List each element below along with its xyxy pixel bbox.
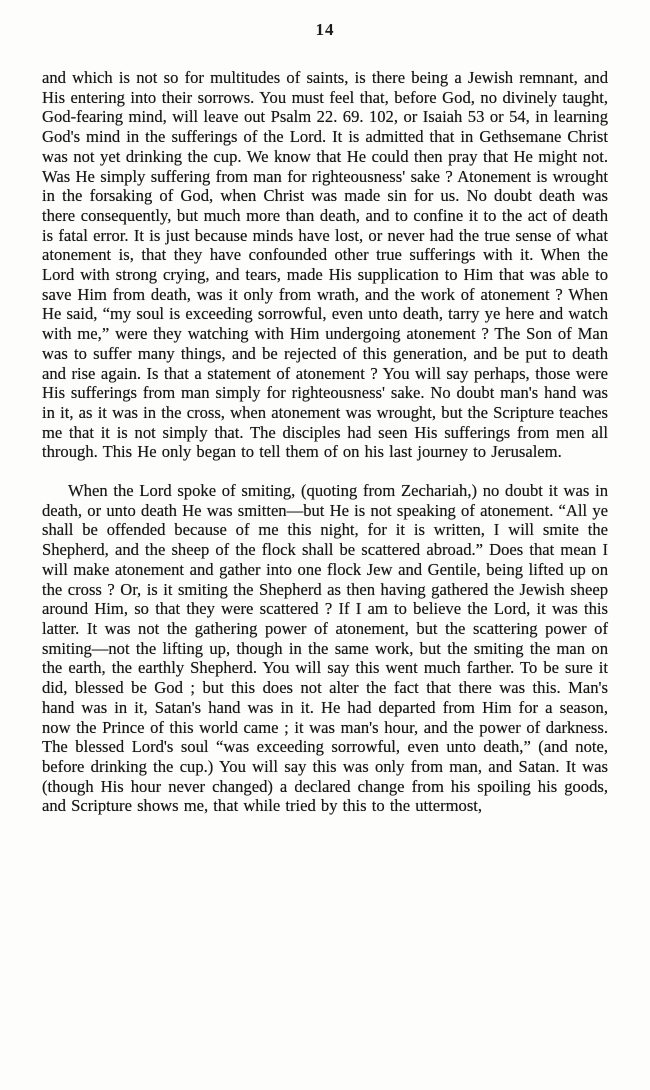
paragraph: When the Lord spoke of smiting, (quoting from Zechariah,) no doubt it was in death, or unto death He was smitten—but He is not speaking of atonement. “All ye shall be offended because of me this night, for it is written, I will smite the Shepherd, and the sheep of the flock shall be scattered abroad.” Does that mean I will make atonement and gather into one flock Jew and Gentile, being lifted up on the cross ? Or, is it smiting the Shepherd as then having gathered the Jewish sheep around Him, so that they were scattered ? If I am to believe the Lord, it was this latter. It was not the gathering power of atonement, but the scattering power of smiting—not the lifting up, though in the same work, but the smiting the man on the earth, the earthly Shepherd. You will say this went much farther. To be sure it did, blessed be God ; but this does not alter the fact that there was this. Man's hand was in it, Satan's hand was in it. He had departed from Him for a season, now the Prince of this world came ; it was man's hour, and the power of darkness. The blessed Lord's soul “was exceeding sorrowful, even unto death,” (and note, before drinking the cup.) You will say this was only from man, and Satan. It was (though His hour never changed) a declared change from his spoiling his goods, and Scripture shows me, that while tried by this to the uttermost, (42, 481, 608, 816)
page-number: 14 (315, 20, 335, 39)
body-text (42, 68, 608, 816)
paragraph-continuation: and which is not so for multitudes of saints, is there being a Jewish remnant, and His entering into their sorrows. You must feel that, before God, no divinely taught, God-fearing mind, will leave out Psalm 22. 69. 102, or Isaiah 53 or 54, in learning God's mind in the sufferings of the Lord. It is admitted that in Gethsemane Christ was not yet drinking the cup. We know that He could then pray that He might not. Was He simply suffering from man for righteousness' sake ? Atonement is wrought in the forsaking of God, when Christ was made sin for us. No doubt death was there consequently, but much more than death, and to confine it to the act of death is fatal error. It is just because minds have lost, or never had the true sense of what atonement is, that they have confounded other true sufferings with it. When the Lord with strong crying, and tears, made His supplication to Him that was able to save Him from death, was it only from wrath, and the work of atonement ? When He said, “my soul is exceeding sorrowful, even unto death, tarry ye here and watch with me,” were they watching with Him undergoing atonement ? The Son of Man was to suffer many things, and be rejected of this generation, and be put to death and rise again. Is that a statement of atonement ? You will say perhaps, those were His sufferings from man simply for righteousness' sake. No doubt man's hand was in it, as it was in the cross, when atonement was wrought, but the Scripture teaches me that it is not simply that. The disciples had seen His sufferings from men all through. This He only began to tell them of on his last journey to Jerusalem. (42, 68, 608, 462)
